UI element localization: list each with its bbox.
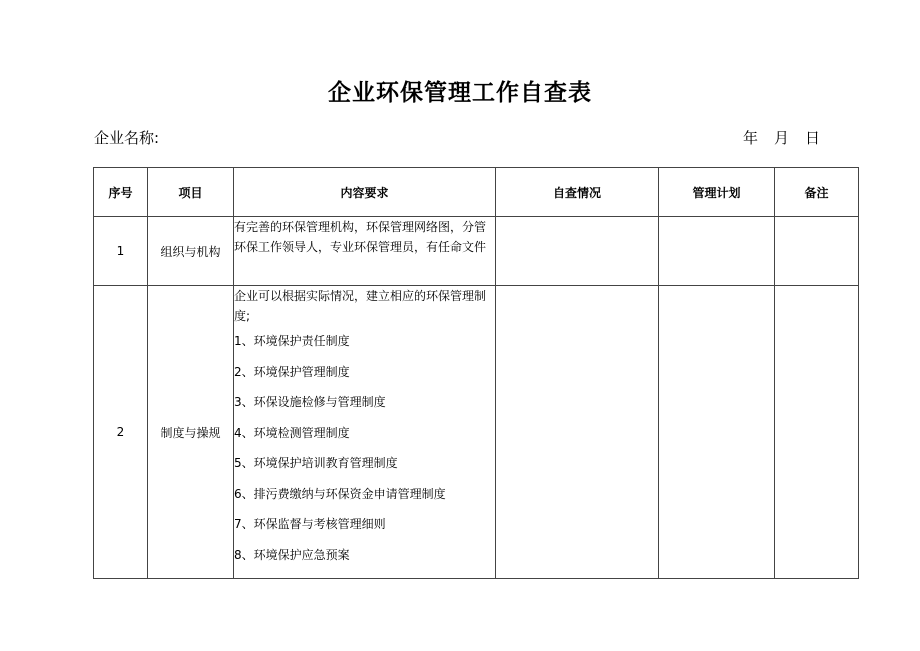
- list-item: 1、环境保护责任制度: [234, 334, 350, 348]
- list-item: 7、环保监督与考核管理细则: [234, 517, 386, 531]
- header-note: 备注: [775, 168, 859, 217]
- row-plan-cell[interactable]: [659, 286, 775, 579]
- row-content: [234, 286, 496, 579]
- row-project: 制度与操规: [148, 286, 234, 579]
- row-self-check-cell[interactable]: [496, 286, 659, 579]
- list-item: 3、环保设施检修与管理制度: [234, 395, 386, 409]
- date-month-label: 月: [774, 129, 790, 147]
- row-self-check-cell[interactable]: [496, 217, 659, 286]
- self-check-table: [93, 167, 859, 579]
- header-project: 项目: [148, 168, 234, 217]
- row-note-cell[interactable]: [775, 217, 859, 286]
- row-content: 有完善的环保管理机构，环保管理网络图，分管环保工作领导人，专业环保管理员，有任命文件: [234, 217, 496, 286]
- header-plan: 管理计划: [659, 168, 775, 217]
- date-day-label: 日: [805, 129, 821, 147]
- content-intro: 企业可以根据实际情况，建立相应的环保管理制度;: [234, 289, 487, 323]
- header-content: 内容要求: [234, 168, 496, 217]
- requirement-list: [234, 331, 495, 575]
- table-header-row: [94, 168, 859, 217]
- row-no: 2: [94, 286, 148, 579]
- row-note-cell[interactable]: [775, 286, 859, 579]
- table-row: [94, 217, 859, 286]
- row-plan-cell[interactable]: [659, 217, 775, 286]
- company-name-label: 企业名称:: [94, 129, 160, 147]
- row-project: 组织与机构: [148, 217, 234, 286]
- list-item: 5、环境保护培训教育管理制度: [234, 456, 398, 470]
- list-item: 4、环境检测管理制度: [234, 425, 350, 440]
- date-year-label: 年: [743, 129, 759, 147]
- date-line: [743, 127, 820, 148]
- header-self-check: 自查情况: [496, 168, 659, 217]
- header-no: 序号: [94, 168, 148, 217]
- table-row: [94, 286, 859, 579]
- row-no: 1: [94, 217, 148, 286]
- list-item: 8、环境保护应急预案: [234, 547, 350, 562]
- list-item: 2、环境保护管理制度: [234, 364, 350, 379]
- list-item: 6、排污费缴纳与环保资金申请管理制度: [234, 486, 446, 501]
- page-title: 企业环保管理工作自查表: [328, 80, 592, 106]
